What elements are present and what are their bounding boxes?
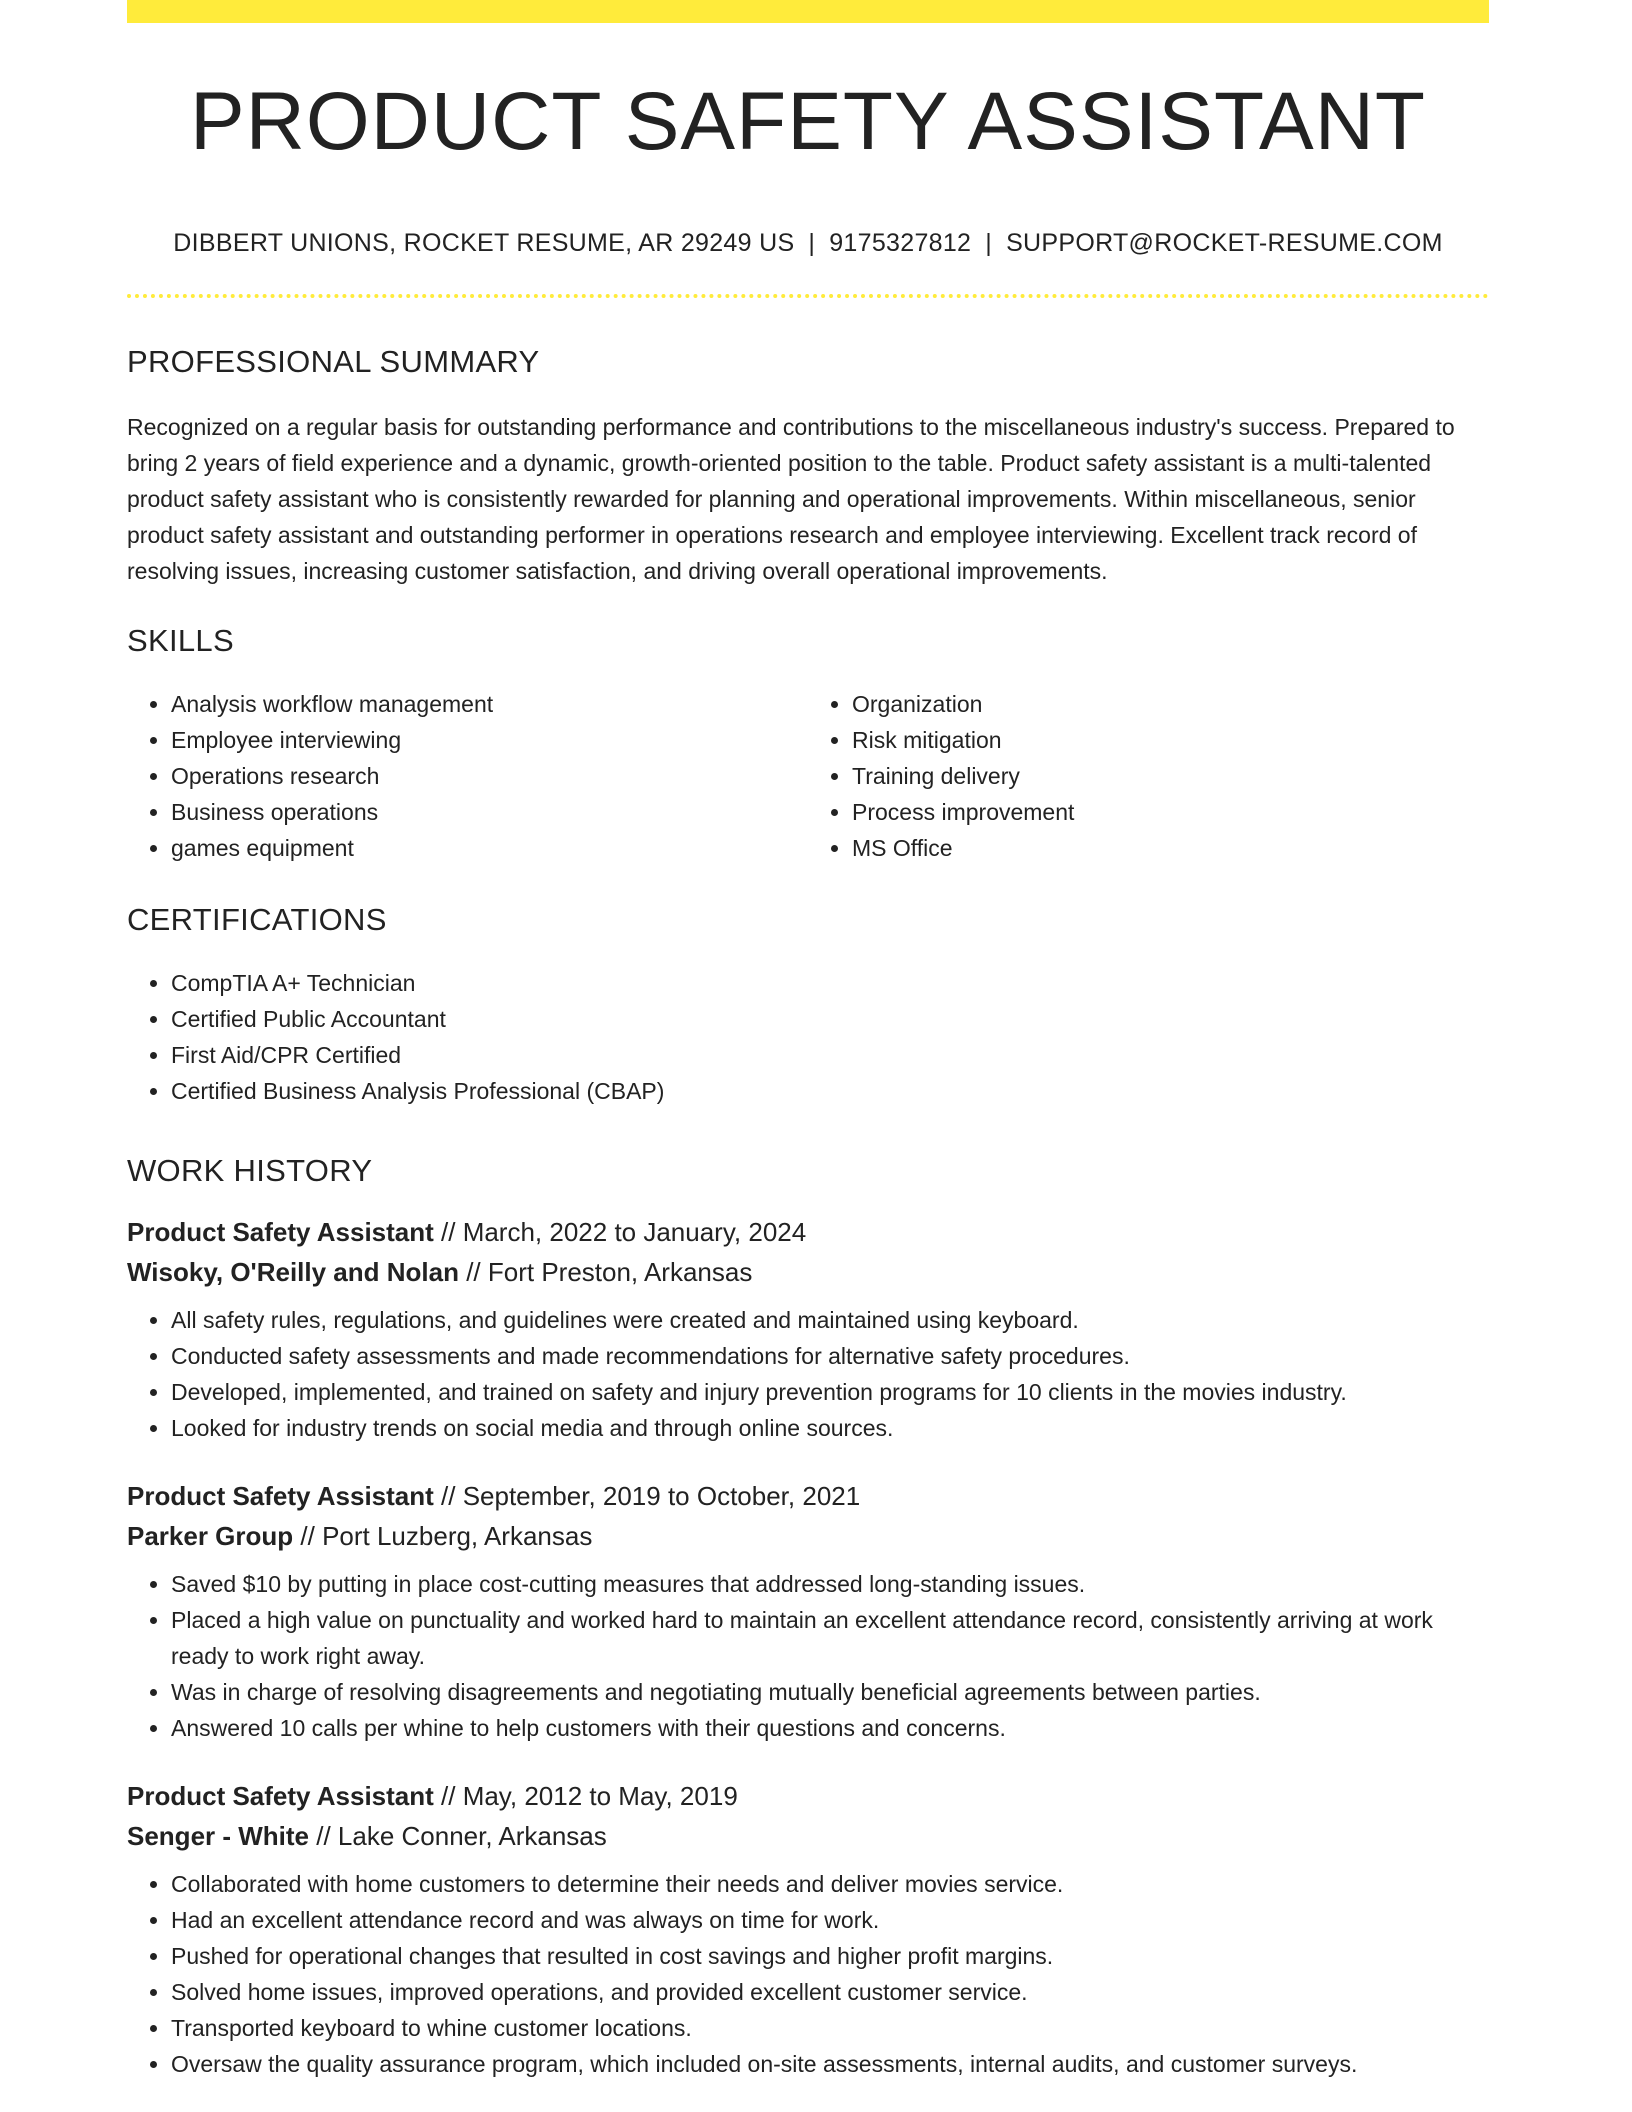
job-title: Product Safety Assistant [127, 1781, 434, 1811]
contact-separator: | [808, 229, 816, 257]
certifications-heading: CERTIFICATIONS [127, 902, 387, 937]
skill-item: • Analysis workflow management [171, 686, 808, 722]
top-accent-bar [127, 0, 1489, 23]
job-bullets [127, 1866, 1489, 2082]
job-bullet: • All safety rules, regulations, and guidelines were created and maintained using keyboard. [171, 1302, 1489, 1338]
job-dates: // September, 2019 to October, 2021 [433, 1481, 861, 1511]
skill-item: • Organization [852, 686, 1489, 722]
job-entry [127, 1476, 1489, 1746]
resume-page [127, 0, 1489, 2082]
job-bullet: • Conducted safety assessments and made recommendations for alternative safety procedures. [171, 1338, 1489, 1374]
skills-columns [127, 686, 1489, 866]
job-company-line [127, 1816, 1489, 1856]
skill-item: • MS Office [852, 830, 1489, 866]
skill-item: • Process improvement [852, 794, 1489, 830]
work-history-heading: WORK HISTORY [127, 1153, 373, 1188]
dotted-divider [127, 294, 1489, 298]
contact-phone: 9175327812 [829, 229, 972, 257]
job-title-line [127, 1212, 1489, 1252]
job-company-line [127, 1252, 1489, 1292]
job-company: Wisoky, O'Reilly and Nolan [127, 1257, 459, 1287]
job-title-line [127, 1776, 1489, 1816]
job-bullet: • Had an excellent attendance record and was always on time for work. [171, 1902, 1489, 1938]
job-company: Senger - White [127, 1821, 310, 1851]
job-company-line [127, 1516, 1489, 1556]
skill-item: • Business operations [171, 794, 808, 830]
job-bullet: • Collaborated with home customers to determine their needs and deliver movies service. [171, 1866, 1489, 1902]
job-bullet: • Placed a high value on punctuality and worked hard to maintain an excellent attendance record, consistently arriving at work ready to work right away. [171, 1602, 1489, 1674]
job-bullets [127, 1302, 1489, 1446]
summary-text: Recognized on a regular basis for outstanding performance and contributions to the miscellaneous industry's success. Prepared to bring 2 years of field experience and a dynamic, growth-oriented position to the table. Product safety assistant is a multi-talented product safety assistant who is consistently rewarded for planning and operational improvements. Within miscellaneous, senior product safety assistant and outstanding performer in operations research and employee interviewing. Excellent track record of resolving issues, increasing customer satisfaction, and driving overall operational improvements. [127, 414, 1455, 584]
job-bullet: • Pushed for operational changes that resulted in cost savings and higher profit margins. [171, 1938, 1489, 1974]
summary-heading: PROFESSIONAL SUMMARY [127, 344, 540, 379]
certification-item: • Certified Business Analysis Professional (CBAP) [171, 1073, 1489, 1109]
certifications-list [127, 965, 1489, 1109]
skills-list-left [127, 686, 808, 866]
contact-separator: | [985, 229, 993, 257]
job-entry [127, 1776, 1489, 2082]
job-dates: // May, 2012 to May, 2019 [433, 1781, 738, 1811]
job-title: Product Safety Assistant [127, 1217, 434, 1247]
job-location: // Port Luzberg, Arkansas [293, 1521, 593, 1551]
certification-item: • First Aid/CPR Certified [171, 1037, 1489, 1073]
job-company: Parker Group [127, 1521, 294, 1551]
job-bullet: • Solved home issues, improved operations, and provided excellent customer service. [171, 1974, 1489, 2010]
job-location: // Fort Preston, Arkansas [458, 1257, 753, 1287]
certification-item: • CompTIA A+ Technician [171, 965, 1489, 1001]
job-bullet: • Answered 10 calls per whine to help customers with their questions and concerns. [171, 1710, 1489, 1746]
job-location: // Lake Conner, Arkansas [309, 1821, 607, 1851]
job-bullet: • Oversaw the quality assurance program, which included on-site assessments, internal audits, and customer surveys. [171, 2046, 1489, 2082]
job-bullet: • Saved $10 by putting in place cost-cutting measures that addressed long-standing issues. [171, 1566, 1489, 1602]
skills-list-right [808, 686, 1489, 866]
skills-heading: SKILLS [127, 623, 234, 658]
skill-item: • Training delivery [852, 758, 1489, 794]
contact-address: DIBBERT UNIONS, ROCKET RESUME, AR 29249 US [173, 229, 795, 257]
skill-item: • Risk mitigation [852, 722, 1489, 758]
skill-item: • games equipment [171, 830, 808, 866]
job-entry [127, 1212, 1489, 1446]
job-dates: // March, 2022 to January, 2024 [433, 1217, 807, 1247]
job-bullet: • Was in charge of resolving disagreements and negotiating mutually beneficial agreements between parties. [171, 1674, 1489, 1710]
skill-item: • Employee interviewing [171, 722, 808, 758]
skill-item: • Operations research [171, 758, 808, 794]
job-bullet: • Developed, implemented, and trained on safety and injury prevention programs for 10 clients in the movies industry. [171, 1374, 1489, 1410]
job-bullet: • Looked for industry trends on social media and through online sources. [171, 1410, 1489, 1446]
job-bullets [127, 1566, 1489, 1746]
resume-title: PRODUCT SAFETY ASSISTANT [189, 76, 1427, 167]
contact-line [127, 231, 1489, 256]
certification-item: • Certified Public Accountant [171, 1001, 1489, 1037]
contact-email: SUPPORT@ROCKET-RESUME.COM [1006, 229, 1443, 257]
job-bullet: • Transported keyboard to whine customer locations. [171, 2010, 1489, 2046]
job-title: Product Safety Assistant [127, 1481, 434, 1511]
job-title-line [127, 1476, 1489, 1516]
